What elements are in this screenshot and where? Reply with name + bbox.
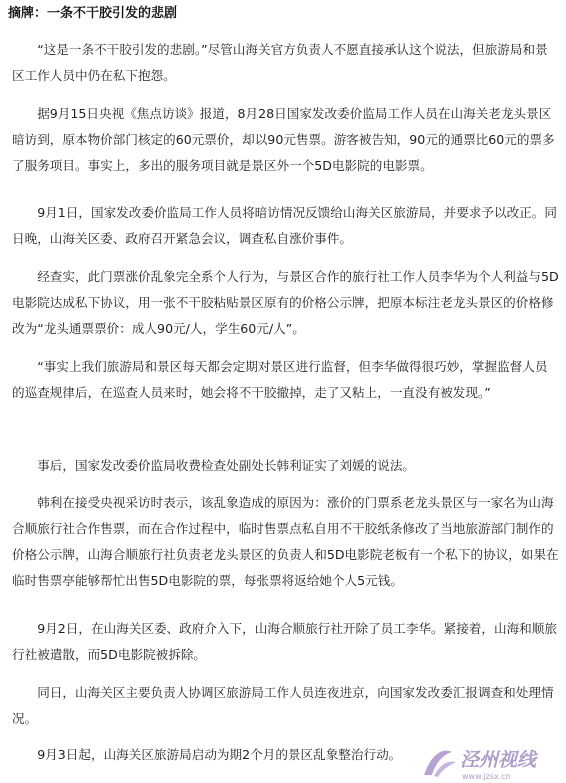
article-title: 摘牌：一条不干胶引发的悲剧 (8, 6, 178, 21)
quote-paragraph: “事实上我们旅游局和景区每天都会定期对景区进行监督，但李华做得很巧妙，掌握监督人员的巡查规律后，在巡查人员来时，她会将不干胶撤掉，走了又粘上，一直没有被发现。” (12, 359, 548, 400)
paragraph: 事后，国家发改委价监局收费检查处副处长韩利证实了刘媛的说法。 (37, 458, 415, 473)
paragraph: 据9月15日央视《焦点访谈》报道，8月28日国家发改委价监局工作人员在山海关老龙头景区暗访到，原本物价部门核定的60元票价，却以90元售票。游客被告知，90元的通票比60元的票多了服务项目。事实上，多出的服务项目就是景区外一个5D电影院的电影票。 (12, 106, 555, 173)
watermark-url: www.jzsx.cn (462, 772, 511, 781)
paragraph: 9月2日，在山海关区委、政府介入下，山海合顺旅行社开除了员工李华。紧接着，山海和顺旅行社被遣散，而5D电影院被拆除。 (12, 621, 557, 662)
paragraph: 韩利在接受央视采访时表示，该乱象造成的原因为：涨价的门票系老龙头景区与一家名为山海合顺旅行社合作售票，而在合作过程中，临时售票点私自用不干胶纸条修改了当地旅游部门制作的价格公示牌，山海合顺旅行社负责老龙头景区的负责人和5D电影院老板有一个私下的协议，如果在临时售票亭能够帮忙出售5D电影院的票，每张票将返给她个人5元钱。 (12, 495, 559, 588)
swoosh-logo-icon (418, 742, 564, 782)
paragraph: 同日，山海关区主要负责人协调区旅游局工作人员连夜进京，向国家发改委汇报调查和处理情况。 (12, 685, 554, 726)
paragraph: 9月1日，国家发改委价监局工作人员将暗访情况反馈给山海关区旅游局，并要求予以改正。同日晚，山海关区委、政府召开紧急会议，调查私自涨价事件。 (12, 205, 557, 246)
paragraph: “这是一条不干胶引发的悲剧。”尽管山海关官方负责人不愿直接承认这个说法，但旅游局和景区工作人员中仍在私下抱怨。 (12, 42, 548, 83)
paragraph: 经查实，此门票涨价乱象完全系个人行为，与景区合作的旅行社工作人员李华为个人利益与5D电影院达成私下协议，用一张不干胶粘贴景区原有的价格公示牌，把原本标注老龙头景区的价格修改为“龙头通票票价：成人90元/人，学生60元/人”。 (12, 269, 559, 336)
paragraph: 9月3日起，山海关区旅游局启动为期2个月的景区乱象整治行动。 (37, 747, 402, 762)
watermark-text: 泾州视线 (460, 749, 537, 771)
site-watermark (418, 742, 564, 782)
